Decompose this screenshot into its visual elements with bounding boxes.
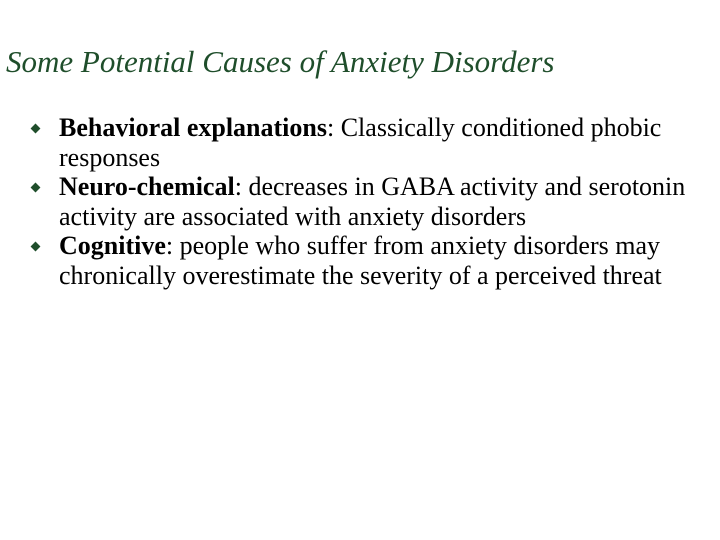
bullet-list xyxy=(24,113,704,290)
bullet-separator: : xyxy=(234,172,249,201)
bullet-item-cognitive xyxy=(24,231,704,290)
bullet-separator: : xyxy=(326,113,341,142)
bullet-item-neurochemical xyxy=(24,172,704,231)
bullet-term: Neuro-chemical xyxy=(59,172,235,201)
diamond-bullet-icon xyxy=(31,124,41,134)
diamond-bullet-icon xyxy=(31,183,41,193)
bullet-item-behavioral xyxy=(24,113,704,172)
bullet-separator: : xyxy=(165,231,180,260)
bullet-text: people who suffer from anxiety disorders may chronically overestimate the severity of a perceived threat xyxy=(59,231,662,290)
slide-title: Some Potential Causes of Anxiety Disorders xyxy=(6,44,555,79)
diamond-bullet-icon xyxy=(31,242,41,252)
bullet-term: Behavioral explanations xyxy=(59,113,327,142)
bullet-text: decreases in GABA activity and serotonin activity are associated with anxiety disorders xyxy=(59,172,686,231)
bullet-text: Classically conditioned phobic responses xyxy=(59,113,662,172)
bullet-term: Cognitive xyxy=(59,231,166,260)
